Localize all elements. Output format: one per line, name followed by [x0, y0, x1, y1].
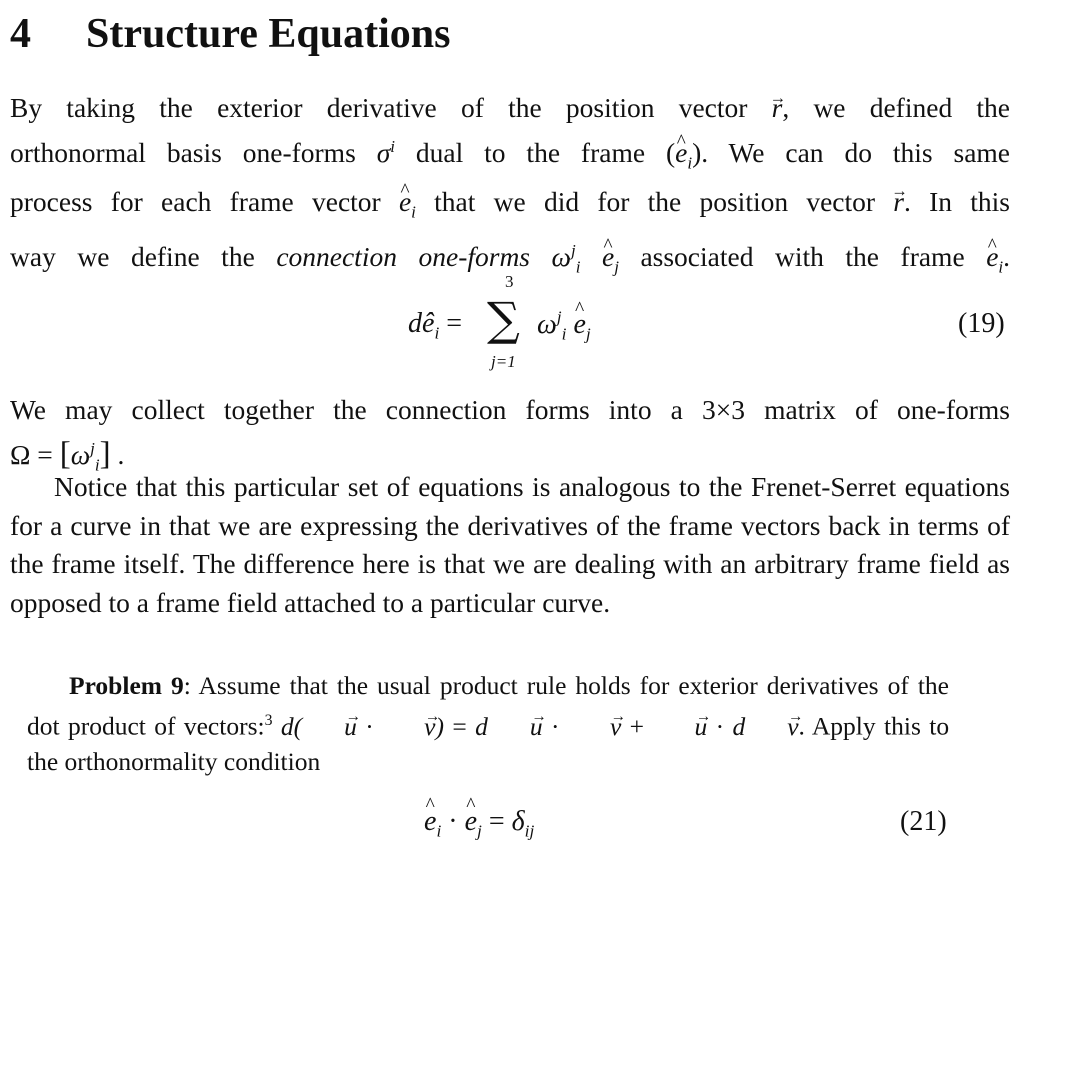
- text-run: : Assume that the usual product rule holds for exterior derivatives of the dot product of vectors:: [27, 671, 950, 741]
- footnote-marker: 3: [264, 712, 273, 729]
- text-run: . In this: [904, 185, 1011, 217]
- sum-lower-limit: j=1: [491, 352, 516, 371]
- sum-upper-limit: 3: [505, 272, 514, 291]
- equation-number: (21): [900, 806, 947, 837]
- text-run: process for each frame vector: [10, 185, 399, 217]
- equation-rhs: $\omega^j_i$ ^ $e_j$: [537, 308, 591, 345]
- paragraph-line: $\Omega = [\omega^j_i]$ .: [10, 435, 125, 475]
- emphasis-text: connection one-forms: [276, 240, 531, 272]
- section-heading: [10, 8, 450, 60]
- text-run: orthonormal basis one-forms: [10, 136, 377, 168]
- paragraph-line: We may collect together the connection forms into a 3×3 matrix of one-forms: [10, 394, 1010, 425]
- paragraph-frenet: Notice that this particular set of equations is analogous to the Frenet-Serret equations for a curve in that we are expressing the derivatives of the frame vectors back in terms of the frame itself. The difference here is that we are dealing with an arbitrary frame field as opposed to a frame field attached to a particular curve.: [10, 471, 1010, 618]
- text-run: ). We can do this same: [692, 136, 1010, 168]
- text-run: By taking the exterior derivative of the position vector: [10, 92, 772, 123]
- summation-sign: ∑: [487, 292, 520, 346]
- text-run: , we defined the: [782, 92, 1011, 123]
- text-run: dual to the frame (: [394, 136, 676, 168]
- paragraph-line: process for each frame vector ^ $e_i$ that we did for the position vector → r. In this: [10, 183, 1010, 232]
- text-run: associated with the frame: [618, 240, 987, 272]
- text-run: Ω =: [10, 438, 60, 470]
- text-run: way we define the: [10, 240, 277, 272]
- text-run: dê: [408, 308, 435, 339]
- section-number: 4: [10, 11, 31, 57]
- paragraph-line: orthonormal basis one-forms $\sigma^i$ dual to the frame (^ $e_i$). We can do this same: [10, 128, 1010, 183]
- text-run: . Apply this to the orthonormality condition: [27, 711, 950, 776]
- equation-body: ^ $e_i$ · ^ $e_j = \delta_{ij}$: [424, 806, 534, 842]
- paragraph-line: way we define the connection one-forms $\omega^j_i$ ^ $e_j$ associated with the frame ^ $e_i$.: [10, 232, 1010, 287]
- problem-9: Problem 9: Assume that the usual product rule holds for exterior derivatives of the dot product of vectors:$^3$ d(→ u · → v) = d→ u · → v + → u · d→ v. Apply this to the orthonormality condition: [27, 668, 949, 779]
- equation-number: (19): [958, 308, 1005, 339]
- text-run: that we did for the position vector: [415, 185, 894, 217]
- paragraph-line: By taking the exterior derivative of the position vector → r, we defined the: [10, 89, 1010, 128]
- section-title: Structure Equations: [86, 11, 451, 57]
- problem-label: Problem 9: [69, 671, 184, 700]
- equation-lhs: $dê_i$ =: [408, 308, 463, 343]
- paragraph-intro: [10, 89, 1010, 287]
